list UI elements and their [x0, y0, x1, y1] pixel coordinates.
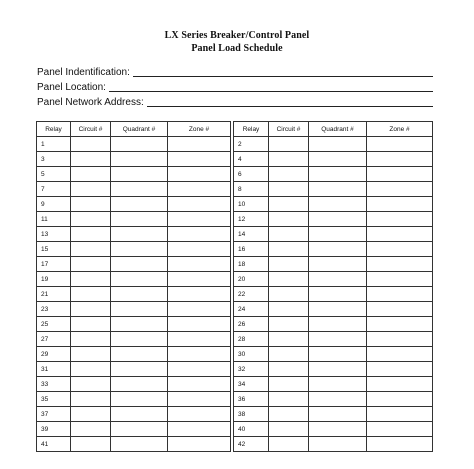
zone-cell-right[interactable]	[367, 197, 433, 212]
relay-number-left: 17	[37, 257, 71, 272]
quadrant-cell-left[interactable]	[111, 212, 168, 227]
zone-cell-left[interactable]	[168, 197, 231, 212]
document-title: LX Series Breaker/Control Panel	[164, 30, 310, 41]
panel-location-field[interactable]	[37, 81, 433, 93]
relay-number-left: 5	[37, 167, 71, 182]
relay-number-right: 18	[234, 257, 269, 272]
circuit-cell-left[interactable]	[71, 287, 111, 302]
quadrant-cell-right[interactable]	[309, 332, 367, 347]
relay-number-right: 28	[234, 332, 269, 347]
quadrant-cell-left[interactable]	[111, 407, 168, 422]
quadrant-cell-right[interactable]	[309, 422, 367, 437]
relay-number-right: 34	[234, 377, 269, 392]
circuit-cell-left[interactable]	[71, 137, 111, 152]
circuit-cell-left[interactable]	[71, 227, 111, 242]
quadrant-cell-right[interactable]	[309, 182, 367, 197]
relay-number-left: 27	[37, 332, 71, 347]
zone-cell-right[interactable]	[367, 257, 433, 272]
quadrant-cell-left[interactable]	[111, 302, 168, 317]
circuit-cell-right[interactable]	[269, 167, 309, 182]
zone-cell-left[interactable]	[168, 137, 231, 152]
zone-cell-left[interactable]	[168, 437, 231, 452]
circuit-cell-right[interactable]	[269, 182, 309, 197]
quadrant-cell-right[interactable]	[309, 242, 367, 257]
circuit-cell-right[interactable]	[269, 392, 309, 407]
relay-number-right: 22	[234, 287, 269, 302]
circuit-cell-left[interactable]	[71, 332, 111, 347]
table-row	[37, 257, 433, 272]
column-header-quadrant-left: Quadrant #	[111, 122, 168, 137]
circuit-cell-left[interactable]	[71, 317, 111, 332]
table-row	[37, 167, 433, 182]
circuit-cell-right[interactable]	[269, 257, 309, 272]
relay-number-left: 15	[37, 242, 71, 257]
relay-number-right: 10	[234, 197, 269, 212]
circuit-cell-left[interactable]	[71, 167, 111, 182]
table-row	[37, 347, 433, 362]
panel-network-address-field[interactable]	[37, 96, 433, 108]
column-header-circuit-left: Circuit #	[71, 122, 111, 137]
relay-number-right: 24	[234, 302, 269, 317]
quadrant-cell-right[interactable]	[309, 272, 367, 287]
table-row	[37, 182, 433, 197]
relay-number-left: 9	[37, 197, 71, 212]
table-row	[37, 152, 433, 167]
table-row	[37, 317, 433, 332]
quadrant-cell-left[interactable]	[111, 242, 168, 257]
circuit-cell-right[interactable]	[269, 332, 309, 347]
zone-cell-right[interactable]	[367, 347, 433, 362]
relay-number-left: 21	[37, 287, 71, 302]
circuit-cell-right[interactable]	[269, 197, 309, 212]
circuit-cell-left[interactable]	[71, 302, 111, 317]
quadrant-cell-right[interactable]	[309, 287, 367, 302]
zone-cell-right[interactable]	[367, 137, 433, 152]
circuit-cell-right[interactable]	[269, 212, 309, 227]
column-header-relay-right: Relay	[234, 122, 269, 137]
zone-cell-left[interactable]	[168, 362, 231, 377]
zone-cell-left[interactable]	[168, 272, 231, 287]
load-schedule-table	[36, 121, 433, 452]
relay-number-right: 16	[234, 242, 269, 257]
panel-location-label: Panel Location:	[37, 82, 106, 93]
relay-number-right: 14	[234, 227, 269, 242]
table-row	[37, 227, 433, 242]
quadrant-cell-left[interactable]	[111, 182, 168, 197]
panel-identification-field[interactable]	[37, 66, 433, 78]
relay-number-left: 41	[37, 437, 71, 452]
table-row	[37, 197, 433, 212]
column-header-zone-right: Zone #	[367, 122, 433, 137]
table-row	[37, 407, 433, 422]
zone-cell-right[interactable]	[367, 392, 433, 407]
quadrant-cell-left[interactable]	[111, 332, 168, 347]
table-row	[37, 437, 433, 452]
relay-number-right: 12	[234, 212, 269, 227]
quadrant-cell-right[interactable]	[309, 377, 367, 392]
circuit-cell-right[interactable]	[269, 347, 309, 362]
relay-number-left: 39	[37, 422, 71, 437]
quadrant-cell-right[interactable]	[309, 347, 367, 362]
panel-network-address-line[interactable]	[147, 98, 433, 107]
quadrant-cell-right[interactable]	[309, 362, 367, 377]
quadrant-cell-left[interactable]	[111, 227, 168, 242]
quadrant-cell-right[interactable]	[309, 152, 367, 167]
quadrant-cell-right[interactable]	[309, 212, 367, 227]
table-row	[37, 287, 433, 302]
zone-cell-right[interactable]	[367, 212, 433, 227]
circuit-cell-right[interactable]	[269, 242, 309, 257]
relay-number-right: 20	[234, 272, 269, 287]
circuit-cell-left[interactable]	[71, 197, 111, 212]
zone-cell-left[interactable]	[168, 167, 231, 182]
circuit-cell-left[interactable]	[71, 212, 111, 227]
quadrant-cell-right[interactable]	[309, 227, 367, 242]
zone-cell-left[interactable]	[168, 422, 231, 437]
table-row	[37, 362, 433, 377]
quadrant-cell-left[interactable]	[111, 317, 168, 332]
column-header-quadrant-right: Quadrant #	[309, 122, 367, 137]
circuit-cell-right[interactable]	[269, 407, 309, 422]
relay-number-right: 36	[234, 392, 269, 407]
circuit-cell-left[interactable]	[71, 242, 111, 257]
zone-cell-right[interactable]	[367, 317, 433, 332]
relay-number-left: 35	[37, 392, 71, 407]
quadrant-cell-left[interactable]	[111, 437, 168, 452]
quadrant-cell-left[interactable]	[111, 272, 168, 287]
zone-cell-left[interactable]	[168, 227, 231, 242]
circuit-cell-right[interactable]	[269, 437, 309, 452]
quadrant-cell-right[interactable]	[309, 257, 367, 272]
circuit-cell-left[interactable]	[71, 407, 111, 422]
zone-cell-left[interactable]	[168, 302, 231, 317]
relay-number-right: 2	[234, 137, 269, 152]
circuit-cell-left[interactable]	[71, 182, 111, 197]
zone-cell-right[interactable]	[367, 377, 433, 392]
zone-cell-right[interactable]	[367, 167, 433, 182]
circuit-cell-left[interactable]	[71, 362, 111, 377]
quadrant-cell-right[interactable]	[309, 407, 367, 422]
zone-cell-left[interactable]	[168, 392, 231, 407]
table-row	[37, 302, 433, 317]
relay-number-right: 30	[234, 347, 269, 362]
table-row	[37, 272, 433, 287]
column-header-circuit-right: Circuit #	[269, 122, 309, 137]
quadrant-cell-right[interactable]	[309, 167, 367, 182]
circuit-cell-right[interactable]	[269, 317, 309, 332]
zone-cell-left[interactable]	[168, 347, 231, 362]
zone-cell-left[interactable]	[168, 152, 231, 167]
relay-number-left: 1	[37, 137, 71, 152]
relay-number-right: 40	[234, 422, 269, 437]
relay-number-left: 23	[37, 302, 71, 317]
relay-number-left: 11	[37, 212, 71, 227]
quadrant-cell-left[interactable]	[111, 257, 168, 272]
circuit-cell-left[interactable]	[71, 257, 111, 272]
column-header-zone-left: Zone #	[168, 122, 231, 137]
quadrant-cell-left[interactable]	[111, 377, 168, 392]
quadrant-cell-right[interactable]	[309, 437, 367, 452]
relay-number-left: 31	[37, 362, 71, 377]
quadrant-cell-left[interactable]	[111, 347, 168, 362]
circuit-cell-right[interactable]	[269, 272, 309, 287]
relay-number-left: 29	[37, 347, 71, 362]
zone-cell-right[interactable]	[367, 422, 433, 437]
table-row	[37, 242, 433, 257]
zone-cell-right[interactable]	[367, 182, 433, 197]
circuit-cell-left[interactable]	[71, 437, 111, 452]
circuit-cell-right[interactable]	[269, 287, 309, 302]
quadrant-cell-right[interactable]	[309, 392, 367, 407]
circuit-cell-left[interactable]	[71, 392, 111, 407]
table-row	[37, 332, 433, 347]
quadrant-cell-left[interactable]	[111, 362, 168, 377]
circuit-cell-left[interactable]	[71, 377, 111, 392]
relay-number-left: 3	[37, 152, 71, 167]
relay-number-left: 7	[37, 182, 71, 197]
panel-location-line[interactable]	[109, 83, 433, 92]
table-row	[37, 377, 433, 392]
table-header-row	[37, 122, 433, 137]
zone-cell-right[interactable]	[367, 362, 433, 377]
zone-cell-right[interactable]	[367, 332, 433, 347]
circuit-cell-right[interactable]	[269, 377, 309, 392]
relay-number-left: 13	[37, 227, 71, 242]
relay-number-left: 33	[37, 377, 71, 392]
zone-cell-right[interactable]	[367, 152, 433, 167]
quadrant-cell-left[interactable]	[111, 287, 168, 302]
panel-identification-label: Panel Indentification:	[37, 67, 130, 78]
quadrant-cell-left[interactable]	[111, 167, 168, 182]
zone-cell-left[interactable]	[168, 257, 231, 272]
quadrant-cell-right[interactable]	[309, 317, 367, 332]
zone-cell-right[interactable]	[367, 242, 433, 257]
zone-cell-right[interactable]	[367, 272, 433, 287]
zone-cell-left[interactable]	[168, 242, 231, 257]
circuit-cell-right[interactable]	[269, 227, 309, 242]
circuit-cell-right[interactable]	[269, 137, 309, 152]
zone-cell-left[interactable]	[168, 407, 231, 422]
circuit-cell-left[interactable]	[71, 422, 111, 437]
zone-cell-right[interactable]	[367, 227, 433, 242]
zone-cell-left[interactable]	[168, 377, 231, 392]
table-row	[37, 392, 433, 407]
zone-cell-right[interactable]	[367, 437, 433, 452]
relay-number-right: 4	[234, 152, 269, 167]
quadrant-cell-left[interactable]	[111, 137, 168, 152]
zone-cell-right[interactable]	[367, 287, 433, 302]
table-body	[37, 137, 433, 452]
zone-cell-left[interactable]	[168, 332, 231, 347]
table-row	[37, 422, 433, 437]
relay-number-right: 6	[234, 167, 269, 182]
relay-number-left: 37	[37, 407, 71, 422]
circuit-cell-left[interactable]	[71, 347, 111, 362]
relay-number-right: 42	[234, 437, 269, 452]
relay-number-right: 32	[234, 362, 269, 377]
document-subtitle: Panel Load Schedule	[191, 43, 283, 54]
table-row	[37, 137, 433, 152]
zone-cell-right[interactable]	[367, 302, 433, 317]
column-header-relay-left: Relay	[37, 122, 71, 137]
zone-cell-right[interactable]	[367, 407, 433, 422]
quadrant-cell-left[interactable]	[111, 422, 168, 437]
relay-number-right: 38	[234, 407, 269, 422]
circuit-cell-left[interactable]	[71, 272, 111, 287]
zone-cell-left[interactable]	[168, 182, 231, 197]
circuit-cell-left[interactable]	[71, 152, 111, 167]
circuit-cell-right[interactable]	[269, 362, 309, 377]
quadrant-cell-left[interactable]	[111, 392, 168, 407]
relay-number-left: 25	[37, 317, 71, 332]
relay-number-left: 19	[37, 272, 71, 287]
quadrant-cell-right[interactable]	[309, 137, 367, 152]
quadrant-cell-left[interactable]	[111, 152, 168, 167]
circuit-cell-right[interactable]	[269, 302, 309, 317]
relay-number-right: 8	[234, 182, 269, 197]
quadrant-cell-right[interactable]	[309, 302, 367, 317]
circuit-cell-right[interactable]	[269, 422, 309, 437]
panel-identification-line[interactable]	[133, 68, 433, 77]
table-row	[37, 212, 433, 227]
quadrant-cell-left[interactable]	[111, 197, 168, 212]
zone-cell-left[interactable]	[168, 287, 231, 302]
panel-network-address-label: Panel Network Address:	[37, 97, 144, 108]
relay-number-right: 26	[234, 317, 269, 332]
zone-cell-left[interactable]	[168, 317, 231, 332]
zone-cell-left[interactable]	[168, 212, 231, 227]
quadrant-cell-right[interactable]	[309, 197, 367, 212]
circuit-cell-right[interactable]	[269, 152, 309, 167]
